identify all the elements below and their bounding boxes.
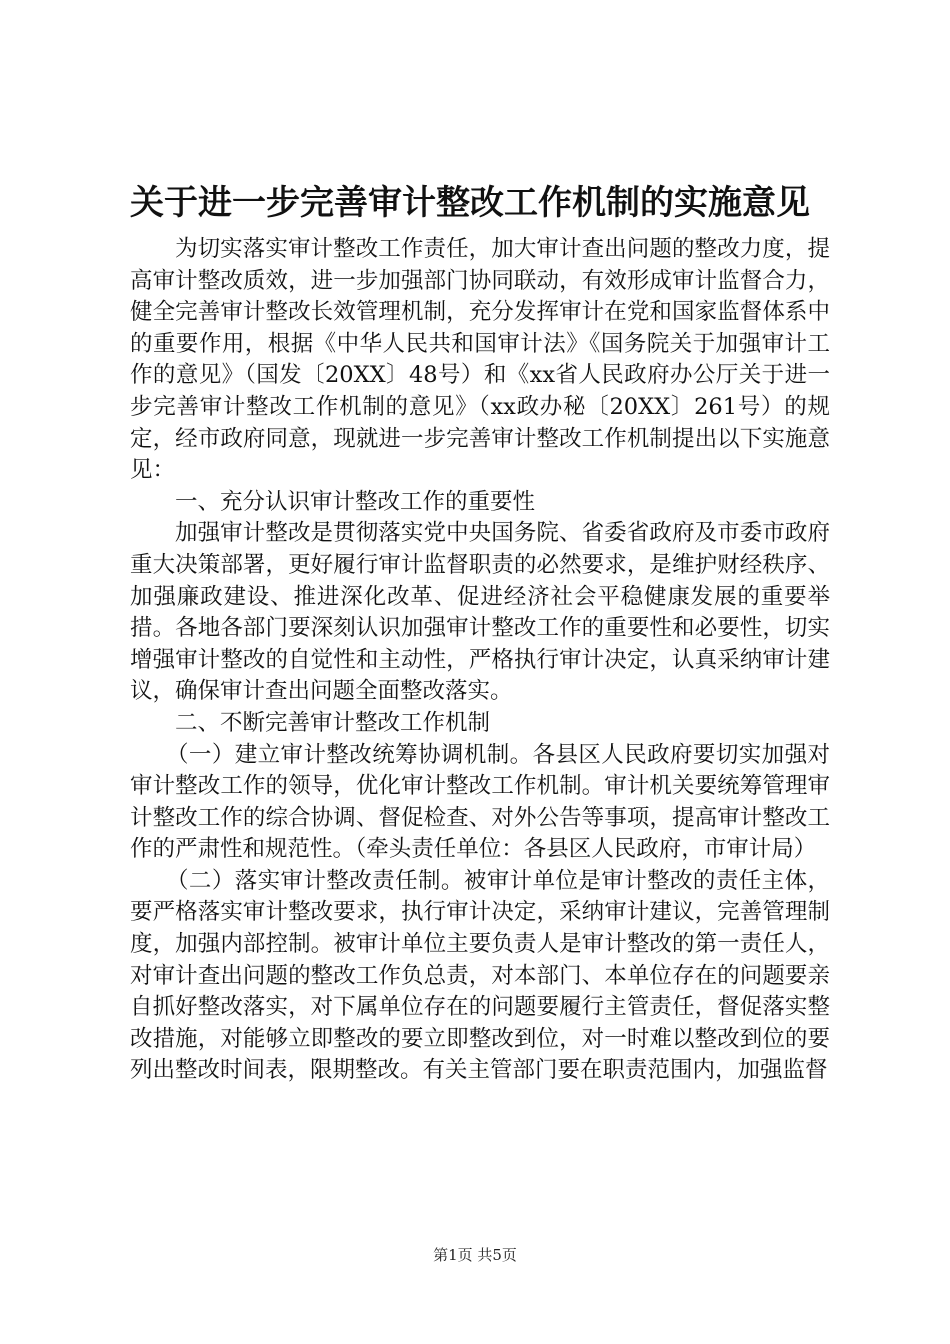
section-1-paragraph: 加强审计整改是贯彻落实党中央国务院、省委省政府及市委市政府重大决策部署，更好履行审计监督职责的必然要求，是维护财经秩序、加强廉政建设、推进深化改革、促进经济社会平稳健康发展的重要举措。各地各部门要深刻认识加强审计整改工作的重要性和必要性，切实增强审计整改的自觉性和主动性，严格执行审计决定，认真采纳审计建议，确保审计查出问题全面整改落实。 — [130, 520, 830, 705]
intro-paragraph: 为切实落实审计整改工作责任，加大审计查出问题的整改力度，提高审计整改质效，进一步加强部门协同联动，有效形成审计监督合力，健全完善审计整改长效管理机制，充分发挥审计在党和国家监督体系中的重要作用，根据《中华人民共和国审计法》《国务院关于加强审计工作的意见》（国发〔20XX〕48号）和《xx省人民政府办公厅关于进一步完善审计整改工作机制的意见》（xx政办秘〔20XX〕261号）的规定，经市政府同意，现就进一步完善审计整改工作机制提出以下实施意见： — [130, 236, 830, 484]
section-heading-2: 二、不断完善审计整改工作机制 — [175, 709, 491, 736]
section-heading-1: 一、充分认识审计整改工作的重要性 — [175, 488, 536, 515]
document-title: 关于进一步完善审计整改工作机制的实施意见 — [130, 183, 810, 223]
section-2-item-2: （二）落实审计整改责任制。被审计单位是审计整改的责任主体，要严格落实审计整改要求，执行审计决定，采纳审计建议，完善管理制度，加强内部控制。被审计单位主要负责人是审计整改的第一责任人，对审计查出问题的整改工作负总责，对本部门、本单位存在的问题要亲自抓好整改落实，对下属单位存在的问题要履行主管责任，督促落实整改措施，对能够立即整改的要立即整改到位，对一时难以整改到位的要列出整改时间表，限期整改。有关主管部门要在职责范围内，加强监督 — [130, 867, 830, 1084]
document-body — [130, 234, 830, 1087]
page-footer: 第1页 共5页 — [433, 1246, 517, 1264]
section-2-item-1: （一）建立审计整改统筹协调机制。各县区人民政府要切实加强对审计整改工作的领导，优化审计整改工作机制。审计机关要统筹管理审计整改工作的综合协调、督促检查、对外公告等事项，提高审计整改工作的严肃性和规范性。（牵头责任单位：各县区人民政府，市审计局） — [130, 741, 830, 863]
